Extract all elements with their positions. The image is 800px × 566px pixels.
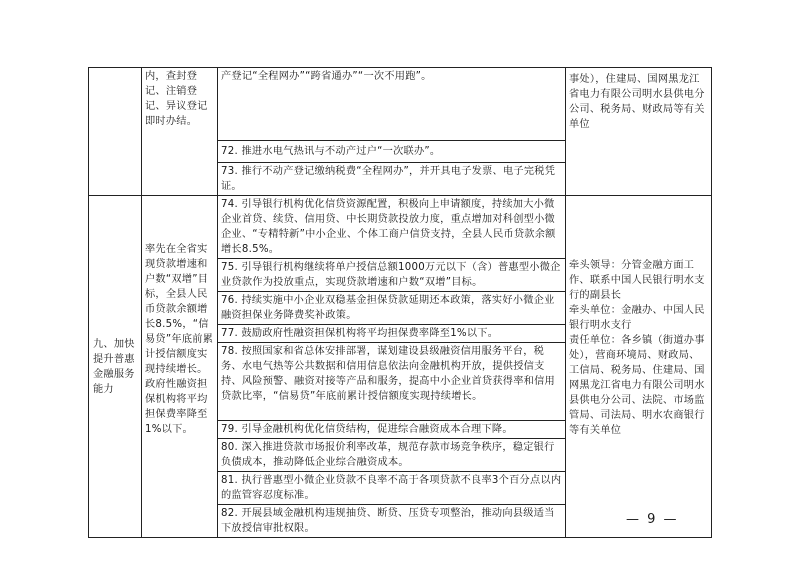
task-cell: [218, 505, 566, 538]
table-row: [89, 68, 712, 141]
task-text: 72. 推进水电气热讯与不动产过户“一次联办”。: [221, 146, 441, 157]
table-row: [89, 196, 712, 259]
task-text: 74. 引导银行机构优化信贷资源配置，积极向上申请额度，持续加大小微企业首贷、续贷、信用贷、中长期贷款投放力度，重点增加对科创型小微企业、“专精特新”中小企业、个体工商户信贷支持，全县人民币贷款余额增长8.5%。: [221, 199, 556, 255]
task-cell: [218, 196, 566, 259]
category-text: 九、加快提升普惠金融服务能力: [93, 338, 135, 395]
task-cell: [218, 259, 566, 292]
task-cell: [218, 68, 566, 141]
task-text: 75. 引导银行机构继续将单户授信总额1000万元以下（含）普惠型小微企业贷款作为投放重点，实现贷款增速和户数“双增”目标。: [221, 262, 561, 288]
task-cell: [218, 292, 566, 325]
task-text: 76. 持续实施中小企业双稳基金担保贷款延期还本政策，落实好小微企业融资担保业务降费奖补政策。: [221, 295, 555, 321]
responsible-cell: [566, 196, 712, 538]
task-cell: [218, 343, 566, 421]
responsible-text: 牵头领导：分管金融方面工作、联系中国人民银行明水支行的副县长 牵头单位：金融办、中国人民银行明水支行 责任单位：各乡镇（街道办事处），营商环境局、财政局、工信局、税务局、住建局、国网黑龙江省电力有限公司明水县供电分公司、法院、市场监管局、司法局、明水农商银行等有关单位: [569, 260, 705, 436]
task-cell: [218, 163, 566, 196]
task-text: 78. 按照国家和省总体安排部署，谋划建设县级融资信用服务平台，税务、水电气热等公共数据和信用信息依法向金融机构开放，提供授信支持、风险预警、融资对接等产品和服务，提高中小企业首贷获得率和信用贷款比率，“信易贷”年底前累计授信额度实现持续增长。: [221, 346, 555, 402]
task-cell: [218, 472, 566, 505]
task-table: [88, 67, 712, 538]
task-text: 79. 引导金融机构优化信贷结构，促进综合融资成本合理下降。: [221, 424, 513, 435]
task-cell: [218, 421, 566, 439]
task-text: 81. 执行普惠型小微企业贷款不良率不高于各项贷款不良率3个百分点以内的监管容忍度标准。: [221, 475, 562, 501]
task-text: 80. 深入推进贷款市场报价利率改革，规范存款市场竞争秩序，稳定银行负债成本，推动降低企业综合融资成本。: [221, 442, 555, 468]
task-text: 73. 推行不动产登记缴纳税费“全程网办”，并开具电子发票、电子完税凭证。: [221, 166, 556, 192]
task-cell: [218, 141, 566, 163]
task-cell: [218, 439, 566, 472]
responsible-text-prev: 事处），住建局、国网黑龙江省电力有限公司明水县供电分公司、税务局、财政局等有关单位: [569, 74, 705, 130]
category-cell: [89, 196, 142, 538]
task-cell: [218, 325, 566, 343]
goal-text: 率先在全省实现贷款增速和户数“双增”目标，全县人民币贷款余额增长8.5%，“信易贷”年底前累计授信额度实现持续增长。政府性融资担保机构将平均担保费率降至1%以下。: [145, 244, 214, 435]
task-text: 77. 鼓励政府性融资担保机构将平均担保费率降至1%以下。: [221, 328, 499, 339]
goal-cell: [142, 196, 218, 538]
task-text: 82. 开展县域金融机构违规抽贷、断贷、压贷专项整治，推动向县级适当下放授信审批权限。: [221, 508, 555, 534]
responsible-cell-prev: [566, 68, 712, 196]
task-text: 产登记“全程网办”“跨省通办”“一次不用跑”。: [221, 71, 432, 82]
category-cell-prev: [89, 68, 142, 196]
goal-cell-prev: [142, 68, 218, 196]
page-number: — 9 —: [626, 512, 679, 527]
goal-text-prev: 内，查封登记、注销登记、异议登记即时办结。: [145, 71, 208, 127]
